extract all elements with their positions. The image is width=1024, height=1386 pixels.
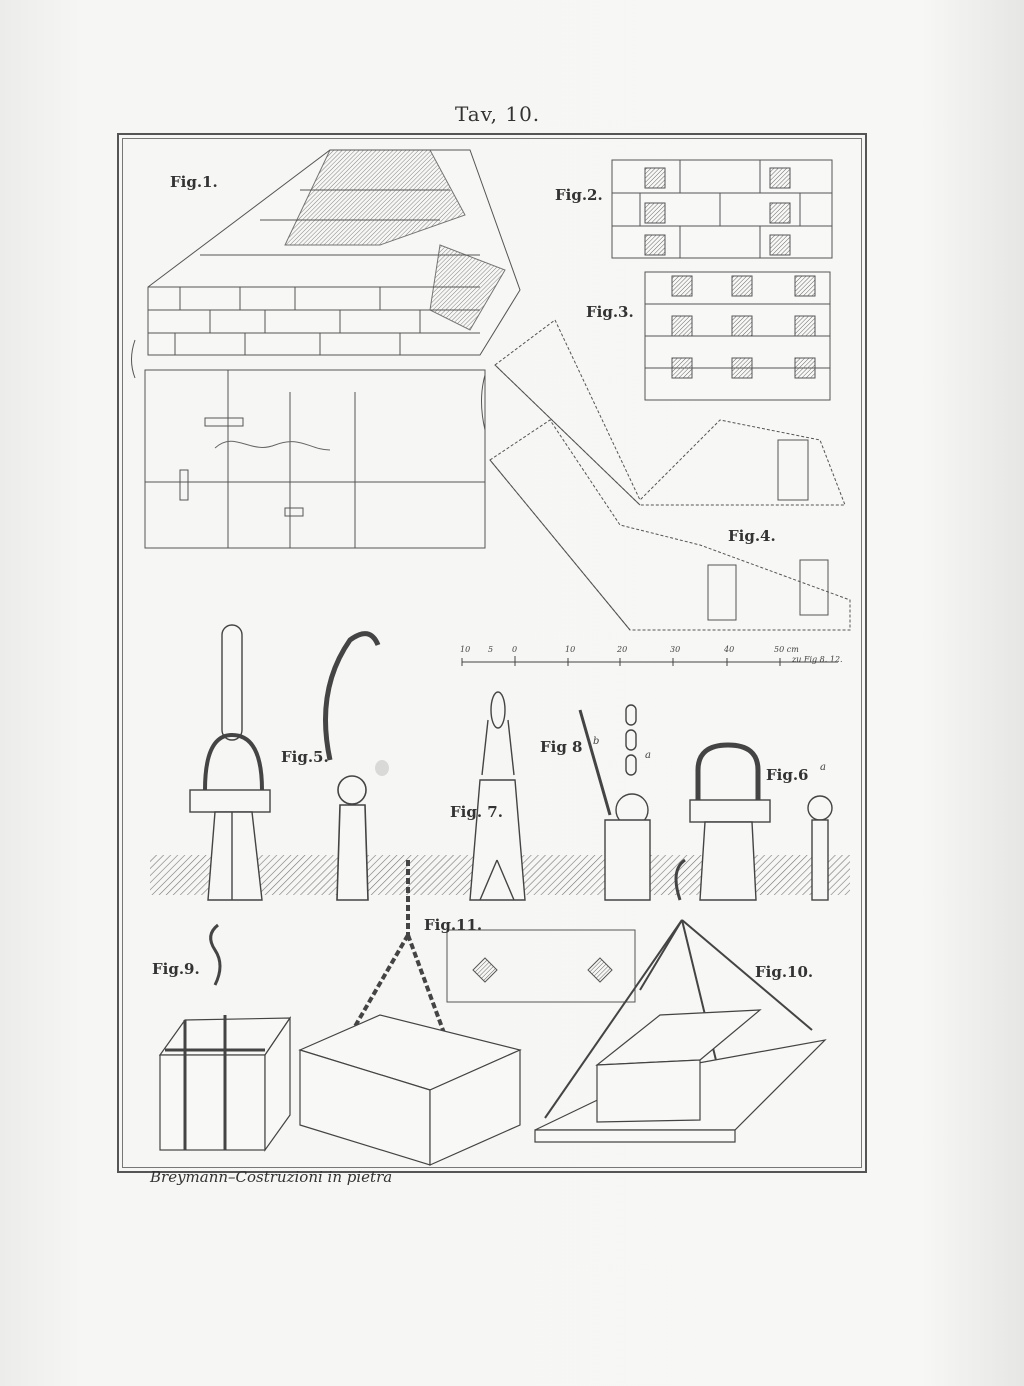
- fig1-label: Fig.1.: [170, 173, 218, 191]
- fig4-label: Fig.4.: [728, 527, 776, 545]
- fig7-split-lewis: [470, 692, 525, 900]
- scale-tick-label: 5: [488, 645, 494, 654]
- fig2-label: Fig.2.: [555, 186, 603, 204]
- label-a-fig6: a: [820, 762, 826, 773]
- fig2-bond-pattern: [612, 160, 832, 258]
- fig11-label: Fig.11.: [424, 916, 483, 934]
- label-a: a: [645, 750, 651, 761]
- scale-tick-label: 50 cm: [774, 645, 799, 654]
- scale-tick-label: 30: [670, 645, 681, 654]
- scale-tick-label: 40: [724, 645, 735, 654]
- fig8-label: Fig 8: [540, 738, 583, 756]
- fig9-roped-block: [160, 925, 290, 1150]
- scale-tick-label: 0: [512, 645, 518, 654]
- chain-lifted-block: [300, 860, 520, 1165]
- scale-note: zu Fig 8. 12.: [792, 655, 843, 664]
- scale-bar: [462, 656, 838, 666]
- plate-caption: Breymann–Costruzioni in pietra: [150, 1168, 393, 1186]
- plate-title: Tav, 10.: [455, 102, 541, 126]
- scale-tick-label: 10: [565, 645, 576, 654]
- fig1-plan-view: [132, 340, 486, 548]
- fig10-label: Fig.10.: [755, 963, 814, 981]
- ground-hatch-left: [150, 855, 430, 895]
- fig11-plan: [447, 930, 635, 1002]
- label-b: b: [593, 736, 600, 747]
- fig6-label: Fig.6: [766, 766, 809, 784]
- fig5-label: Fig.5.: [281, 748, 329, 766]
- ink-stain: [375, 760, 389, 776]
- fig10-slab-with-ropes: [535, 860, 825, 1142]
- scale-tick-label: 10: [460, 645, 471, 654]
- scale-tick-label: 20: [617, 645, 628, 654]
- fig3-label: Fig.3.: [586, 303, 634, 321]
- fig9-label: Fig.9.: [152, 960, 200, 978]
- fig3-bond-pattern: [645, 272, 830, 400]
- fig7-label: Fig. 7.: [450, 803, 503, 821]
